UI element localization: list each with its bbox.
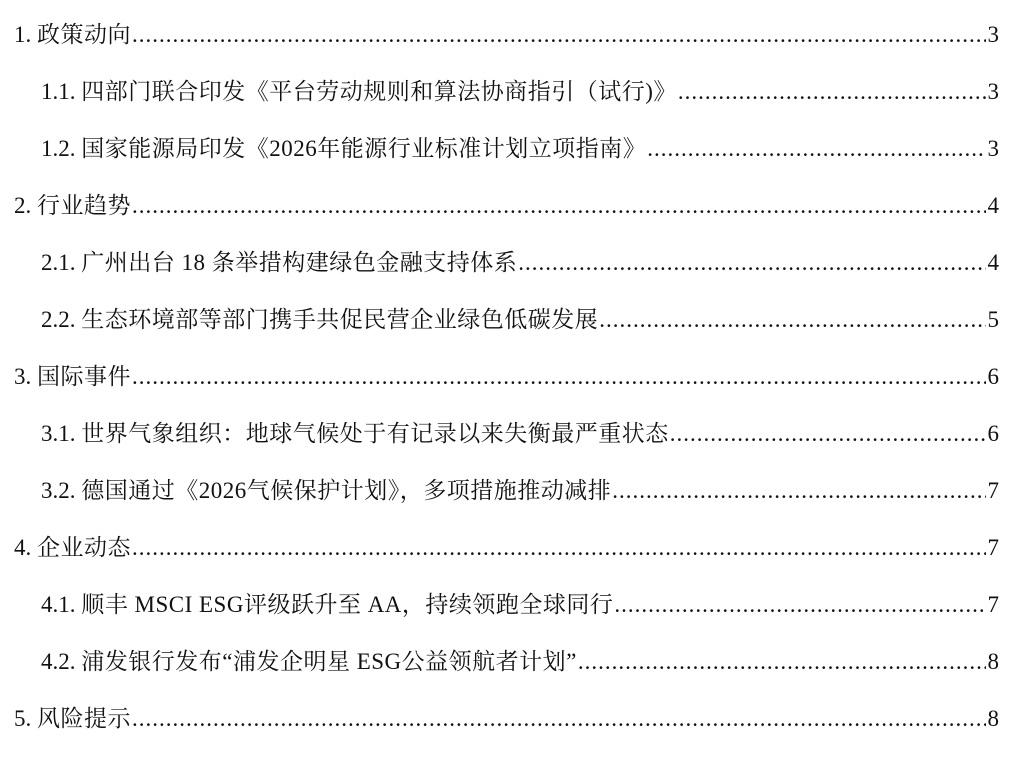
toc-leader-dots: [670, 419, 986, 449]
toc-entry-title: 广州出台 18 条举措构建绿色金融支持体系: [81, 250, 518, 275]
toc-entry-page: 7: [987, 478, 999, 503]
toc-entry-title: 政策动向: [37, 22, 131, 47]
toc-entry-page: 3: [987, 136, 999, 161]
toc-entry-number: 4.2.: [41, 649, 76, 674]
toc-entry-number: 3.2.: [41, 478, 76, 503]
toc-entry-page: 8: [987, 649, 999, 674]
toc-entry-page: 5: [987, 307, 999, 332]
toc-entry-title: 企业动态: [37, 535, 131, 560]
toc-entry-page: 7: [987, 535, 999, 560]
toc-entry-page: 3: [987, 79, 999, 104]
toc-leader-dots: [518, 248, 985, 278]
toc-entry-2-2[interactable]: [0, 295, 1016, 335]
toc-entry-title: 浦发银行发布“浦发企明星 ESG公益领航者计划”: [81, 649, 577, 674]
toc-entry-3-1[interactable]: [0, 409, 1016, 449]
toc-entry-number: 4.: [14, 535, 32, 560]
toc-entry-4-1[interactable]: [0, 580, 1016, 620]
toc-entry-title: 德国通过《2026气候保护计划》，多项措施推动减排: [81, 478, 612, 503]
toc-entry-number: 3.: [14, 364, 32, 389]
toc-entry-number: 1.2.: [41, 136, 76, 161]
toc-entry-page: 7: [987, 592, 999, 617]
toc-leader-dots: [612, 476, 985, 506]
toc-entry-page: 3: [987, 22, 999, 47]
toc-entry-page: 4: [987, 193, 999, 218]
toc-entry-number: 5.: [14, 706, 32, 731]
toc-entry-number: 2.: [14, 193, 32, 218]
toc-entry-5[interactable]: [0, 694, 1016, 734]
toc-leader-dots: [647, 134, 985, 164]
toc-entry-number: 2.1.: [41, 250, 76, 275]
toc-leader-dots: [132, 20, 986, 50]
toc-entry-page: 4: [987, 250, 999, 275]
toc-entry-4-2[interactable]: [0, 637, 1016, 677]
toc-leader-dots: [132, 362, 986, 392]
toc-entry-3[interactable]: [0, 352, 1016, 392]
toc-leader-dots: [132, 533, 986, 563]
toc-leader-dots: [599, 305, 985, 335]
toc-entry-number: 2.2.: [41, 307, 76, 332]
toc-entry-page: 6: [987, 421, 999, 446]
toc-entry-4[interactable]: [0, 523, 1016, 563]
toc-entry-3-2[interactable]: [0, 466, 1016, 506]
toc-leader-dots: [614, 590, 985, 620]
toc-leader-dots: [132, 704, 986, 734]
toc-entry-2-1[interactable]: [0, 238, 1016, 278]
toc-entry-title: 顺丰 MSCI ESG评级跃升至 AA，持续领跑全球同行: [81, 592, 614, 617]
toc-entry-page: 8: [987, 706, 999, 731]
toc-leader-dots: [678, 77, 986, 107]
toc-entry-title: 国际事件: [37, 364, 131, 389]
toc-leader-dots: [578, 647, 986, 677]
toc-entry-title: 世界气象组织：地球气候处于有记录以来失衡最严重状态: [81, 421, 669, 446]
toc-entry-number: 3.1.: [41, 421, 76, 446]
toc-entry-title: 行业趋势: [37, 193, 131, 218]
toc-entry-number: 1.: [14, 22, 32, 47]
toc-entry-title: 四部门联合印发《平台劳动规则和算法协商指引（试行)》: [81, 79, 677, 104]
toc-entry-1-1[interactable]: [0, 67, 1016, 107]
toc-entry-title: 风险提示: [37, 706, 131, 731]
toc-entry-page: 6: [987, 364, 999, 389]
toc-entry-title: 生态环境部等部门携手共促民营企业绿色低碳发展: [81, 307, 599, 332]
toc-entry-number: 1.1.: [41, 79, 76, 104]
toc-entry-1[interactable]: [0, 10, 1016, 50]
toc-leader-dots: [132, 191, 986, 221]
toc-entry-title: 国家能源局印发《2026年能源行业标准计划立项指南》: [81, 136, 647, 161]
toc-entry-2[interactable]: [0, 181, 1016, 221]
toc-entry-1-2[interactable]: [0, 124, 1016, 164]
toc-entry-number: 4.1.: [41, 592, 76, 617]
